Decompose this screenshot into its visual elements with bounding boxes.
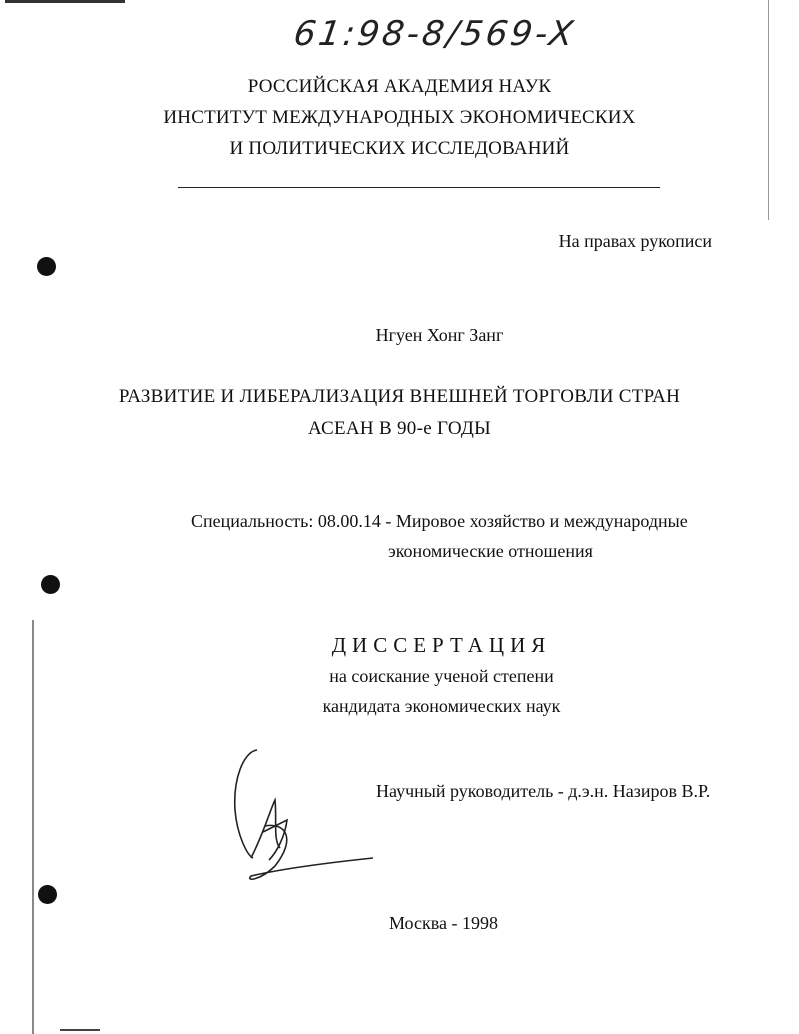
- thesis-title-line-1: РАЗВИТИЕ И ЛИБЕРАЛИЗАЦИЯ ВНЕШНЕЙ ТОРГОВЛИ СТРАН: [118, 386, 681, 407]
- place-year: Москва - 1998: [389, 913, 498, 933]
- institution-line-1: РОССИЙСКАЯ АКАДЕМИЯ НАУК: [247, 76, 552, 97]
- binding-hole-icon: [41, 575, 60, 594]
- binding-hole-icon: [37, 257, 56, 276]
- archive-number-handwritten: 61:98-8/569-X: [291, 14, 579, 54]
- header-divider: [178, 187, 660, 188]
- scan-edge-top: [5, 0, 125, 3]
- rights-note: На правах рукописи: [558, 231, 712, 251]
- signature-drawing: [225, 740, 385, 890]
- speciality-line-2: экономические отношения: [388, 541, 593, 561]
- dissertation-degree-line-1: на соискание ученой степени: [329, 666, 554, 686]
- thesis-title-line-2: АСЕАН В 90-е ГОДЫ: [307, 418, 492, 439]
- binding-hole-icon: [38, 885, 57, 904]
- supervisor: Научный руководитель - д.э.н. Назиров В.Р.: [376, 781, 711, 801]
- institution-line-2: ИНСТИТУТ МЕЖДУНАРОДНЫХ ЭКОНОМИЧЕСКИХ: [163, 107, 636, 128]
- dissertation-heading: ДИССЕРТАЦИЯ: [331, 633, 552, 657]
- author-name: Нгуен Хонг Занг: [375, 325, 504, 345]
- scan-edge-left: [32, 620, 34, 1034]
- speciality-line-1: Специальность: 08.00.14 - Мировое хозяйство и международные: [191, 511, 688, 531]
- institution-line-3: И ПОЛИТИЧЕСКИХ ИССЛЕДОВАНИЙ: [229, 138, 570, 159]
- dissertation-degree-line-2: кандидата экономических наук: [322, 696, 561, 716]
- scan-edge-bottom: [60, 1029, 100, 1031]
- scan-edge-right: [768, 0, 769, 220]
